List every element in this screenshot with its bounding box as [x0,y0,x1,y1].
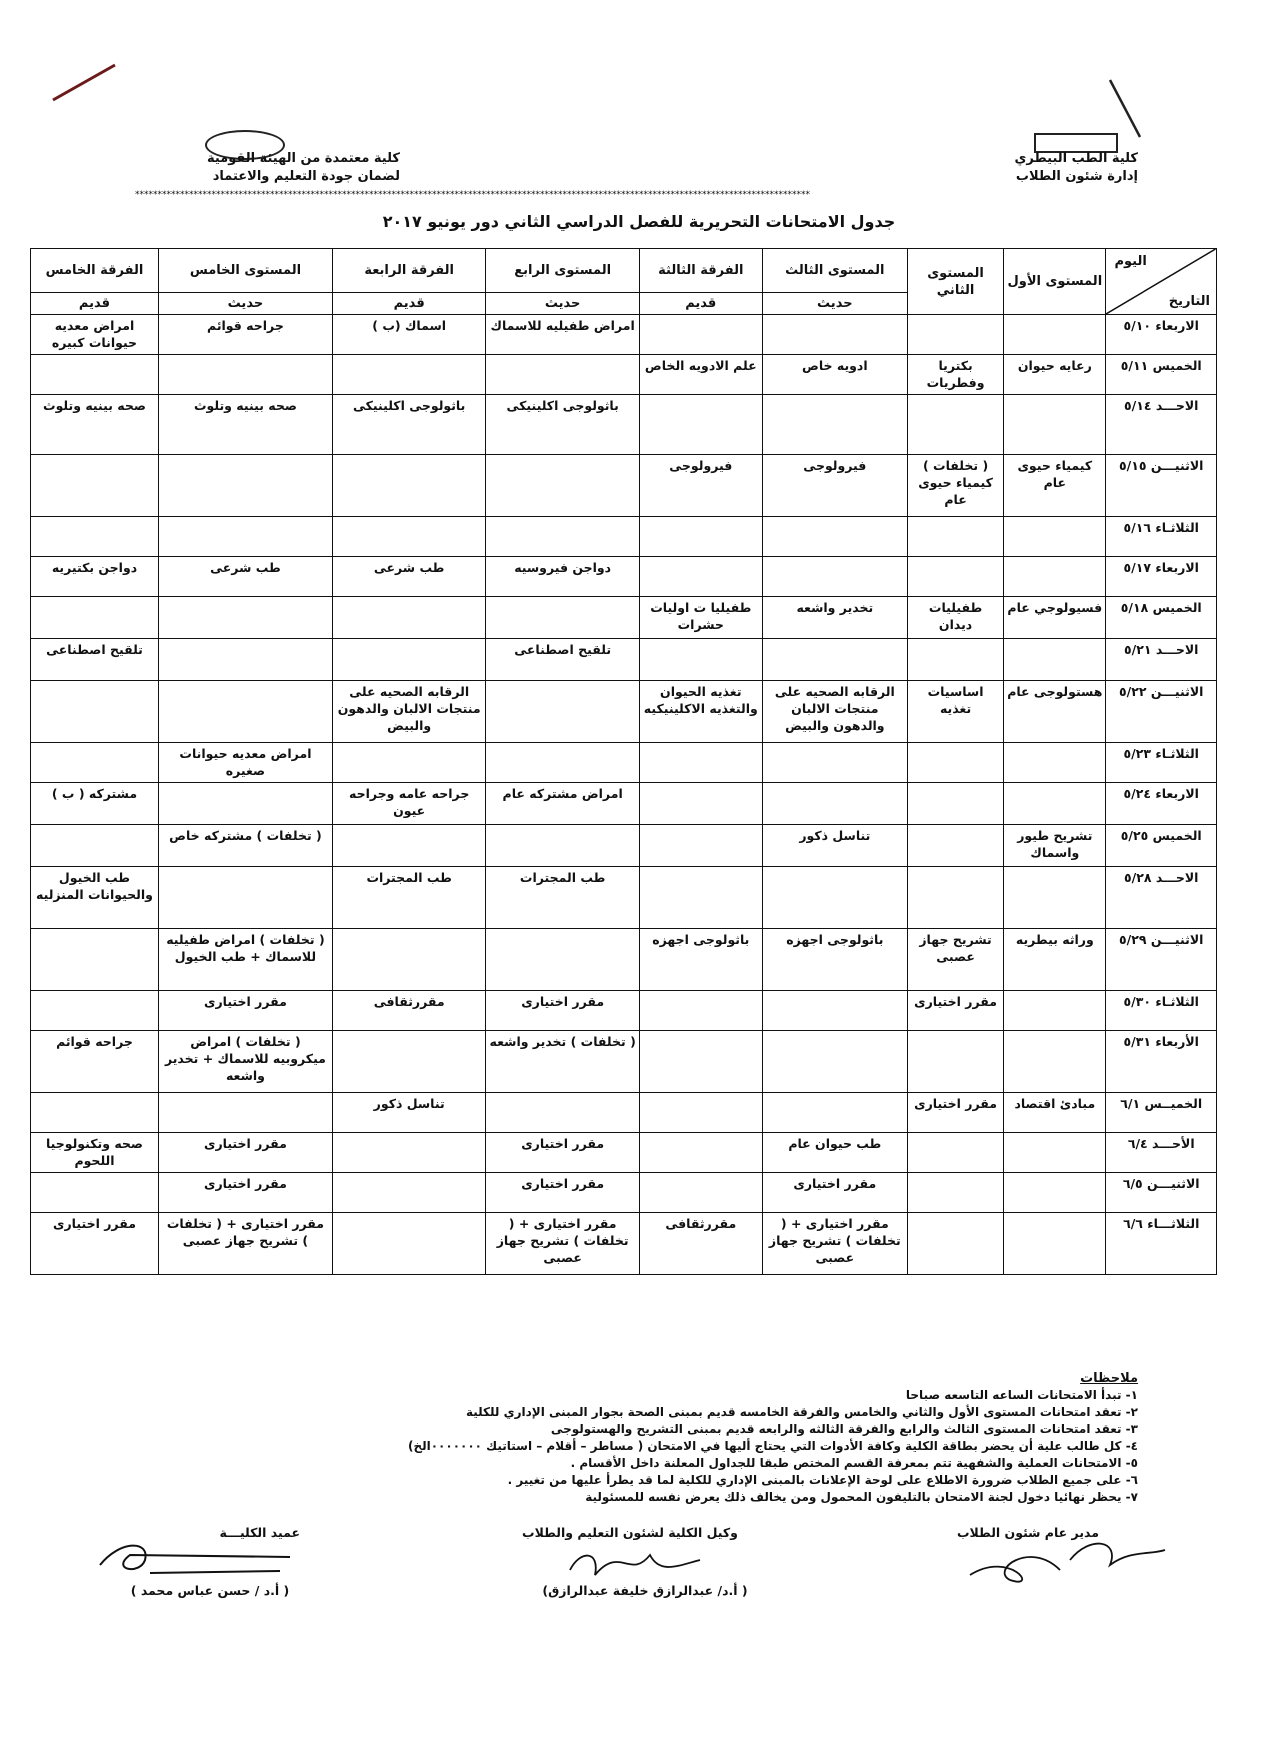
header-left [150,150,400,186]
exam-cell: امراض طفيليه للاسماك [486,315,639,355]
exam-cell [1004,557,1106,597]
row-date: الاثنيـــن ٥/١٥ [1106,455,1217,517]
exam-cell [31,681,159,743]
exam-cell [31,355,159,395]
exam-cell [1004,991,1106,1031]
exam-cell: امراض مشتركه عام [486,783,639,825]
exam-cell [762,783,907,825]
exam-cell [1004,1133,1106,1173]
row-date: الاحـــد ٥/٢١ [1106,639,1217,681]
row-date: الخميــس ٦/١ [1106,1093,1217,1133]
exam-cell: تشريح طيور واسماك [1004,825,1106,867]
exam-cell [31,455,159,517]
exam-cell [332,1173,485,1213]
schedule-row [31,557,1217,597]
exam-cell: اسماك (ب ) [332,315,485,355]
exam-cell [907,557,1003,597]
note-item: ٢- تعقد امتحانات المستوى الأول والثاني والخامس والفرقة الخامسه قديم بمبنى الصحة بجوار المبنى الإداري للكلية [465,1405,1138,1419]
exam-cell [158,517,332,557]
exam-cell [1004,395,1106,455]
exam-cell [762,867,907,929]
exam-cell: جراحه عامه وجراحه عيون [332,783,485,825]
col-header: الفرقة الرابعة [332,249,485,293]
exam-cell: صحه وتكنولوجيا اللحوم [31,1133,159,1173]
exam-cell: باثولوجى اجهزه [762,929,907,991]
exam-cell [332,355,485,395]
exam-cell [158,355,332,395]
exam-cell: تناسل ذكور [332,1093,485,1133]
schedule-row [31,517,1217,557]
exam-cell [158,867,332,929]
schedule-row [31,455,1217,517]
exam-cell [639,867,762,929]
exam-cell [907,825,1003,867]
exam-cell: ( تخلفات ) امراض ميكروبيه للاسماك + تخدير واشعه [158,1031,332,1093]
exam-cell: مقرر اختيارى [486,1133,639,1173]
exam-cell: الرقابه الصحيه على منتجات الالبان والدهون والبيض [762,681,907,743]
note-item: ٥- الامتحانات العملية والشفهية تتم بمعرفة القسم المختص طبقا للجداول المعلنة داخل الأقسام . [570,1456,1138,1470]
exam-cell [31,929,159,991]
exam-cell [907,1213,1003,1275]
exam-cell [762,557,907,597]
row-date: الثلاثـاء ٥/٣٠ [1106,991,1217,1031]
col-subheader: حديث [158,293,332,315]
schedule-row [31,315,1217,355]
exam-cell [639,1031,762,1093]
exam-cell [332,517,485,557]
corner-header [1106,249,1217,315]
exam-cell: باثولوجى اكلينيكى [486,395,639,455]
exam-cell: تلقيح اصطناعى [31,639,159,681]
exam-cell [639,315,762,355]
exam-cell [639,517,762,557]
exam-cell [486,681,639,743]
col-header: الفرقة الخامس [31,249,159,293]
note-item: ٤- كل طالب علية أن يحضر بطاقة الكلية وكافة الأدوات التي يحتاج أليها في الامتحان ( مساطر – أقلام – استاتيك ٠٠٠٠٠٠٠الخ) [407,1439,1138,1453]
exam-cell [1004,743,1106,783]
exam-cell [1004,1213,1106,1275]
exam-cell: صحه بينيه وتلوث [31,395,159,455]
exam-cell [907,783,1003,825]
document-title: جدول الامتحانات التحريرية للفصل الدراسي الثاني دور يونيو ٢٠١٧ [382,212,896,231]
exam-cell [762,1031,907,1093]
exam-cell [31,1173,159,1213]
note-item: ٦- على جميع الطلاب ضرورة الاطلاع على لوحة الإعلانات بالمبنى الإداري للكلية لما قد يطرأ عليها من تغيير . [507,1473,1138,1487]
exam-cell [762,395,907,455]
exam-cell [1004,867,1106,929]
col-header: المستوى الأول [1004,249,1106,315]
exam-cell [486,517,639,557]
exam-cell: فيرولوجى [762,455,907,517]
exam-cell [907,395,1003,455]
row-date: الاربعاء ٥/١٧ [1106,557,1217,597]
notes-title: ملاحظات [1080,1371,1138,1386]
schedule-row [31,783,1217,825]
row-date: الخميس ٥/١١ [1106,355,1217,395]
dean-name: ( أ.د / حسن عباس محمد ) [130,1583,290,1598]
exam-cell: مقرر اختيارى [486,1173,639,1213]
exam-cell: تشريح جهاز عصبى [907,929,1003,991]
exam-cell [762,517,907,557]
exam-cell [158,639,332,681]
star-divider: ****************************************************************************************************************************************************** [135,190,810,200]
exam-cell [639,991,762,1031]
col-subheader: حديث [762,293,907,315]
exam-cell: مقرر اختيارى + ( تخلفات ) تشريح جهاز عصبى [762,1213,907,1275]
exam-cell: تناسل ذكور [762,825,907,867]
accreditation-line1: كلية معتمدة من الهيئة القومية [206,151,400,166]
exam-cell [332,825,485,867]
row-date: الثلاثـــاء ٦/٦ [1106,1213,1217,1275]
exam-cell [907,743,1003,783]
manager-title: مدير عام شئون الطلاب [957,1525,1099,1540]
exam-cell: طفيليا ت اوليات حشرات [639,597,762,639]
exam-cell: مقرر اختيارى [907,991,1003,1031]
col-header: المستوى الخامس [158,249,332,293]
exam-cell [158,455,332,517]
vice-dean-name: ( أ.د/ عبدالرازق خليفة عبدالرازق) [542,1583,748,1598]
schedule-row [31,1213,1217,1275]
col-header: المستوى الثالث [762,249,907,293]
exam-cell [639,557,762,597]
exam-cell: امراض معديه حيوانات صغيره [158,743,332,783]
manager-signature-scribble [950,1530,1180,1590]
exam-cell [1004,639,1106,681]
row-date: الثلاثـاء ٥/٢٣ [1106,743,1217,783]
exam-cell: باثولوجى اجهزه [639,929,762,991]
exam-cell: دواجن بكتيريه [31,557,159,597]
exam-cell [639,1133,762,1173]
exam-cell [31,825,159,867]
exam-cell [332,597,485,639]
exam-cell [1004,517,1106,557]
exam-cell [486,1093,639,1133]
exam-cell: فسيولوجي عام [1004,597,1106,639]
department-name: إدارة شئون الطلاب [1015,169,1138,184]
exam-cell [762,1093,907,1133]
schedule-row [31,991,1217,1031]
exam-cell [486,597,639,639]
exam-cell: مقرر اختيارى [762,1173,907,1213]
exam-cell [332,455,485,517]
exam-cell: دواجن فيروسيه [486,557,639,597]
row-date: الخميس ٥/١٨ [1106,597,1217,639]
exam-cell: اساسيات تغذيه [907,681,1003,743]
exam-cell [31,597,159,639]
exam-cell: مقررثقافى [332,991,485,1031]
row-date: الاثنيـــن ٦/٥ [1106,1173,1217,1213]
header-right [1015,150,1139,186]
col-header: المستوى الرابع [486,249,639,293]
exam-cell [486,743,639,783]
pen-mark [50,60,120,105]
exam-cell: مبادئ اقتصاد [1004,1093,1106,1133]
accreditation-line2: لضمان جودة التعليم والاعتماد [212,169,400,184]
vice-dean-title: وكيل الكلية لشئون التعليم والطلاب [522,1525,738,1540]
schedule-row [31,1173,1217,1213]
exam-cell [762,315,907,355]
schedule-row [31,355,1217,395]
exam-cell: ( تخلفات ) تخدير واشعه [486,1031,639,1093]
exam-cell [332,1031,485,1093]
notes-section [138,1370,1138,1506]
exam-cell [639,743,762,783]
exam-cell: فيرولوجى [639,455,762,517]
note-item: ١- تبدأ الامتحانات الساعه التاسعه صباحا [905,1388,1138,1402]
exam-cell [907,867,1003,929]
exam-cell: جراحه قوائم [31,1031,159,1093]
exam-cell [332,639,485,681]
exam-cell [332,743,485,783]
exam-cell [907,639,1003,681]
exam-cell [332,929,485,991]
exam-cell: ( تخلفات ) كيمياء حيوى عام [907,455,1003,517]
exam-cell [907,1133,1003,1173]
corner-day-label: اليوم [1114,254,1147,269]
exam-cell: جراحه قوائم [158,315,332,355]
exam-cell: صحه بينيه وتلوث [158,395,332,455]
exam-cell: طب المجترات [486,867,639,929]
exam-cell: تلقيح اصطناعى [486,639,639,681]
exam-cell [158,783,332,825]
exam-cell: مقررثقافى [639,1213,762,1275]
exam-cell: مقرر اختيارى [158,1133,332,1173]
note-item: ٣- تعقد امتحانات المستوى الثالث والرابع والفرقة الثالثه والرابعه قديم بمبنى التشريح والهستولوجى [550,1422,1138,1436]
exam-table [30,248,1217,1275]
exam-cell [1004,1031,1106,1093]
exam-cell: مقرر اختيارى [31,1213,159,1275]
col-subheader: حديث [486,293,639,315]
schedule-row [31,681,1217,743]
exam-cell: مقرر اختيارى [486,991,639,1031]
exam-cell [158,681,332,743]
exam-cell: وراثه بيطريه [1004,929,1106,991]
schedule-row [31,1031,1217,1093]
col-header: المستوى الثاني [907,249,1003,315]
exam-cell: طب شرعى [158,557,332,597]
exam-cell [762,991,907,1031]
schedule-row [31,1093,1217,1133]
exam-cell: تغذيه الحيوان والتغذيه الاكلينيكيه [639,681,762,743]
exam-cell: علم الادويه الخاص [639,355,762,395]
exam-table-body [31,315,1217,1275]
col-subheader: قديم [31,293,159,315]
exam-cell [907,315,1003,355]
exam-cell: طب شرعى [332,557,485,597]
row-date: الاحـــد ٥/٢٨ [1106,867,1217,929]
dean-signature-scribble [90,1535,300,1580]
row-date: الاربعاء ٥/٢٤ [1106,783,1217,825]
exam-cell [762,639,907,681]
exam-cell [486,455,639,517]
exam-cell [332,1133,485,1173]
exam-cell: ادويه خاص [762,355,907,395]
row-date: الاثنيـــن ٥/٢٩ [1106,929,1217,991]
schedule-row [31,929,1217,991]
exam-cell: طب حيوان عام [762,1133,907,1173]
col-subheader: قديم [332,293,485,315]
exam-cell [31,991,159,1031]
row-date: الاربعاء ٥/١٠ [1106,315,1217,355]
exam-cell [486,929,639,991]
exam-cell [762,743,907,783]
exam-cell [639,783,762,825]
exam-cell: هستولوجى عام [1004,681,1106,743]
exam-cell [31,517,159,557]
exam-cell: ( تخلفات ) امراض طفيليه للاسماك + طب الخيول [158,929,332,991]
exam-cell [158,597,332,639]
exam-cell: طفيليات ديدان [907,597,1003,639]
dean-title: عميد الكليـــة [219,1525,300,1540]
vice-dean-signature-block [500,1525,760,1540]
exam-cell [486,355,639,395]
exam-cell: طب المجترات [332,867,485,929]
exam-cell [639,395,762,455]
exam-cell [1004,1173,1106,1213]
schedule-row [31,395,1217,455]
exam-cell [639,825,762,867]
exam-cell [332,1213,485,1275]
exam-cell: باثولوجى اكلينيكى [332,395,485,455]
exam-cell [639,639,762,681]
exam-cell [158,1093,332,1133]
exam-cell: كيمياء حيوى عام [1004,455,1106,517]
exam-cell [907,517,1003,557]
pen-stroke-mark [1105,75,1145,145]
exam-cell [486,825,639,867]
schedule-row [31,825,1217,867]
schedule-row [31,743,1217,783]
col-header: الفرقة الثالثة [639,249,762,293]
exam-cell [31,1093,159,1133]
exam-cell: مقرر اختيارى [907,1093,1003,1133]
exam-cell [639,1173,762,1213]
row-date: الاحـــد ٥/١٤ [1106,395,1217,455]
exam-cell [639,1093,762,1133]
exam-cell [1004,783,1106,825]
exam-cell: طب الخيول والحيوانات المنزليه [31,867,159,929]
vice-dean-signature-scribble [560,1545,720,1585]
row-date: الأحـــد ٦/٤ [1106,1133,1217,1173]
exam-cell [31,743,159,783]
col-subheader: قديم [639,293,762,315]
row-date: الأربعاء ٥/٣١ [1106,1031,1217,1093]
dean-name-block [110,1583,310,1598]
exam-cell: مقرر اختيارى [158,1173,332,1213]
faculty-name: كلية الطب البيطري [1014,151,1138,166]
exam-cell: مشتركه ( ب ) [31,783,159,825]
row-date: الخميس ٥/٢٥ [1106,825,1217,867]
schedule-row [31,597,1217,639]
schedule-row [31,1133,1217,1173]
schedule-row [31,639,1217,681]
exam-cell [907,1173,1003,1213]
exam-cell: بكتريا وفطريات [907,355,1003,395]
exam-cell: ( تخلفات ) مشتركه خاص [158,825,332,867]
schedule-row [31,867,1217,929]
exam-cell: امراض معديه حيوانات كبيره [31,315,159,355]
exam-cell: رعايه حيوان [1004,355,1106,395]
exam-cell: تخدير واشعه [762,597,907,639]
exam-cell [907,1031,1003,1093]
exam-cell: مقرر اختيارى + ( تخلفات ) تشريح جهاز عصبى [486,1213,639,1275]
row-date: الثلاثـاء ٥/١٦ [1106,517,1217,557]
note-item: ٧- يحظر نهائيا دخول لجنة الامتحان بالتليفون المحمول ومن يخالف ذلك يعرض نفسه للمسئولية [585,1490,1138,1504]
exam-cell: مقرر اختيارى + ( تخلفات ) تشريح جهاز عصبى [158,1213,332,1275]
vice-dean-name-block [530,1583,760,1598]
row-date: الاثنيـــن ٥/٢٢ [1106,681,1217,743]
exam-cell: مقرر اختيارى [158,991,332,1031]
exam-cell [1004,315,1106,355]
corner-date-label: التاريخ [1168,294,1210,309]
exam-cell: الرقابه الصحيه على منتجات الالبان والدهون والبيض [332,681,485,743]
